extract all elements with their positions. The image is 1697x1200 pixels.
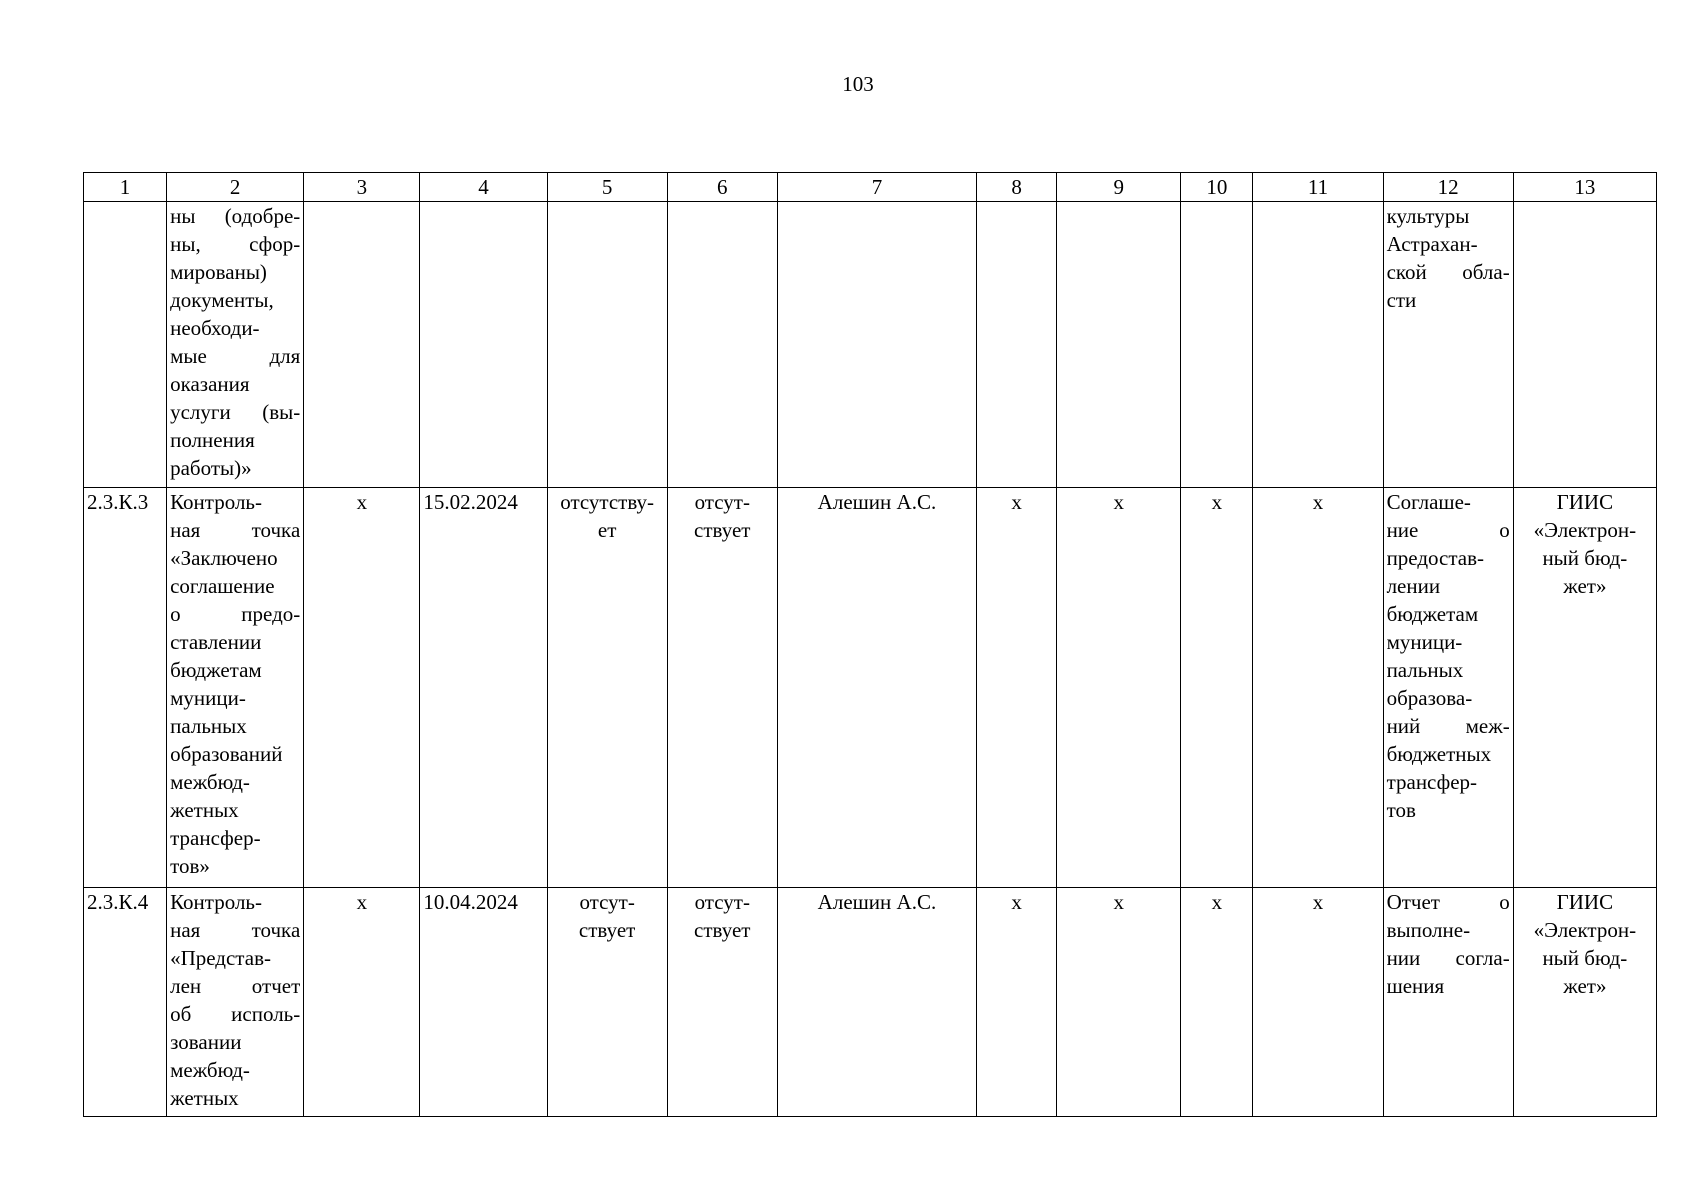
row-number: 2.3.К.4 (84, 888, 167, 1117)
cell-line: жетных (170, 798, 239, 822)
cell-col6 (667, 888, 777, 1117)
cell-line: лен отчет (170, 974, 301, 998)
cell-line: отсут- (694, 490, 750, 514)
cell-col6 (667, 488, 777, 888)
cell-line: «Заключено (170, 546, 278, 570)
cell-line: мированы) (170, 260, 267, 284)
column-header: 6 (667, 173, 777, 202)
event-description (167, 488, 304, 888)
cell-line: ГИИС (1556, 490, 1614, 514)
cell-line: жетных (170, 1086, 239, 1110)
cell-col6 (667, 202, 777, 488)
cell-line: выполне- (1386, 918, 1471, 942)
cell-line: отсутству- (560, 490, 655, 514)
event-description (167, 888, 304, 1117)
cell-line: межбюд- (170, 1058, 250, 1082)
cell-line: пальных (170, 714, 247, 738)
cell-col8: х (977, 488, 1057, 888)
cell-line: ние о (1386, 518, 1510, 542)
cell-line: шения (1386, 974, 1445, 998)
cell-line: зовании (170, 1030, 242, 1054)
cell-line: соглашение (170, 574, 275, 598)
cell-line: «Электрон- (1533, 518, 1637, 542)
cell-line: сти (1386, 288, 1417, 312)
cell-line: работы)» (170, 456, 252, 480)
cell-line: ставлении (170, 630, 262, 654)
cell-col8 (977, 202, 1057, 488)
cell-line: полнения (170, 428, 255, 452)
cell-line: ная точка (170, 918, 301, 942)
cell-line: жет» (1563, 574, 1607, 598)
cell-col3: х (304, 488, 420, 888)
cell-line: Контроль- (170, 490, 262, 514)
cell-line: межбюд- (170, 770, 250, 794)
cell-col10: х (1181, 888, 1253, 1117)
cell-line: жет» (1563, 974, 1607, 998)
cell-line: Соглаше- (1386, 490, 1471, 514)
cell-line: об исполь- (170, 1002, 301, 1026)
event-description (167, 202, 304, 488)
cell-line: необходи- (170, 316, 260, 340)
cell-line: о предо- (170, 602, 301, 626)
cell-line: оказания (170, 372, 250, 396)
date-cell (420, 202, 547, 488)
date-cell: 15.02.2024 (420, 488, 547, 888)
cell-line: мые для (170, 344, 301, 368)
cell-line: ная точка (170, 518, 301, 542)
cell-line: Астрахан- (1386, 232, 1478, 256)
cell-line: ствует (694, 918, 751, 942)
cell-line: Отчет о (1386, 890, 1510, 914)
column-header: 12 (1383, 173, 1513, 202)
cell-line: отсут- (579, 890, 635, 914)
cell-line: ны, сфор- (170, 232, 301, 256)
cell-line: «Представ- (170, 946, 271, 970)
header-row (84, 173, 1657, 202)
table-row (84, 488, 1657, 888)
responsible-person: Алешин А.С. (777, 488, 976, 888)
column-header: 7 (777, 173, 976, 202)
cell-col11 (1253, 202, 1383, 488)
result-document (1383, 888, 1513, 1117)
responsible-person (777, 202, 976, 488)
information-system (1513, 202, 1656, 488)
row-number: 2.3.К.3 (84, 488, 167, 888)
cell-line: образований (170, 742, 283, 766)
cell-line: ны (одобре- (170, 204, 301, 228)
cell-line: ствует (578, 918, 636, 942)
cell-line: трансфер- (170, 826, 261, 850)
cell-line: услуги (вы- (170, 400, 301, 424)
cell-line: «Электрон- (1533, 918, 1637, 942)
cell-line: ГИИС (1556, 890, 1614, 914)
cell-line: муници- (1386, 630, 1463, 654)
cell-line: документы, (170, 288, 274, 312)
column-header: 8 (977, 173, 1057, 202)
cell-line: муници- (170, 686, 246, 710)
cell-line: бюджетных (1386, 742, 1492, 766)
cell-col9: х (1057, 488, 1181, 888)
cell-line: ний меж- (1386, 714, 1510, 738)
cell-line: трансфер- (1386, 770, 1478, 794)
row-number (84, 202, 167, 488)
cell-line: ный бюд- (1542, 546, 1628, 570)
page-number: 103 (842, 72, 874, 96)
cell-line: предостав- (1386, 546, 1485, 570)
cell-line: лении (1386, 574, 1441, 598)
cell-line: тов (1386, 798, 1416, 822)
cell-col3 (304, 202, 420, 488)
information-system (1513, 888, 1656, 1117)
column-header: 11 (1253, 173, 1383, 202)
plan-table (83, 172, 1657, 1117)
cell-col10 (1181, 202, 1253, 488)
cell-line: бюджетам (1386, 602, 1479, 626)
cell-col8: х (977, 888, 1057, 1117)
cell-line: тов» (170, 854, 210, 878)
table-row (84, 202, 1657, 488)
column-header: 4 (420, 173, 547, 202)
table-row (84, 888, 1657, 1117)
table-body (84, 202, 1657, 1117)
cell-col3: х (304, 888, 420, 1117)
cell-line: культуры (1386, 204, 1470, 228)
cell-col9 (1057, 202, 1181, 488)
column-header: 2 (167, 173, 304, 202)
cell-line: ет (597, 518, 617, 542)
cell-line: бюджетам (170, 658, 262, 682)
cell-col5 (547, 202, 667, 488)
cell-line: отсут- (694, 890, 750, 914)
cell-line: нии согла- (1386, 946, 1510, 970)
column-header: 1 (84, 173, 167, 202)
cell-line: образова- (1386, 686, 1473, 710)
cell-line: ствует (694, 518, 751, 542)
cell-line: пальных (1386, 658, 1464, 682)
column-header: 9 (1057, 173, 1181, 202)
cell-line: ный бюд- (1542, 946, 1628, 970)
column-header: 10 (1181, 173, 1253, 202)
cell-col11: х (1253, 488, 1383, 888)
column-header: 5 (547, 173, 667, 202)
responsible-person: Алешин А.С. (777, 888, 976, 1117)
information-system (1513, 488, 1656, 888)
date-cell: 10.04.2024 (420, 888, 547, 1117)
cell-col11: х (1253, 888, 1383, 1117)
cell-line: ской обла- (1386, 260, 1510, 284)
column-header: 13 (1513, 173, 1656, 202)
cell-col10: х (1181, 488, 1253, 888)
cell-col5 (547, 888, 667, 1117)
result-document (1383, 488, 1513, 888)
cell-col5 (547, 488, 667, 888)
column-header: 3 (304, 173, 420, 202)
cell-line: Контроль- (170, 890, 262, 914)
result-document (1383, 202, 1513, 488)
cell-col9: х (1057, 888, 1181, 1117)
